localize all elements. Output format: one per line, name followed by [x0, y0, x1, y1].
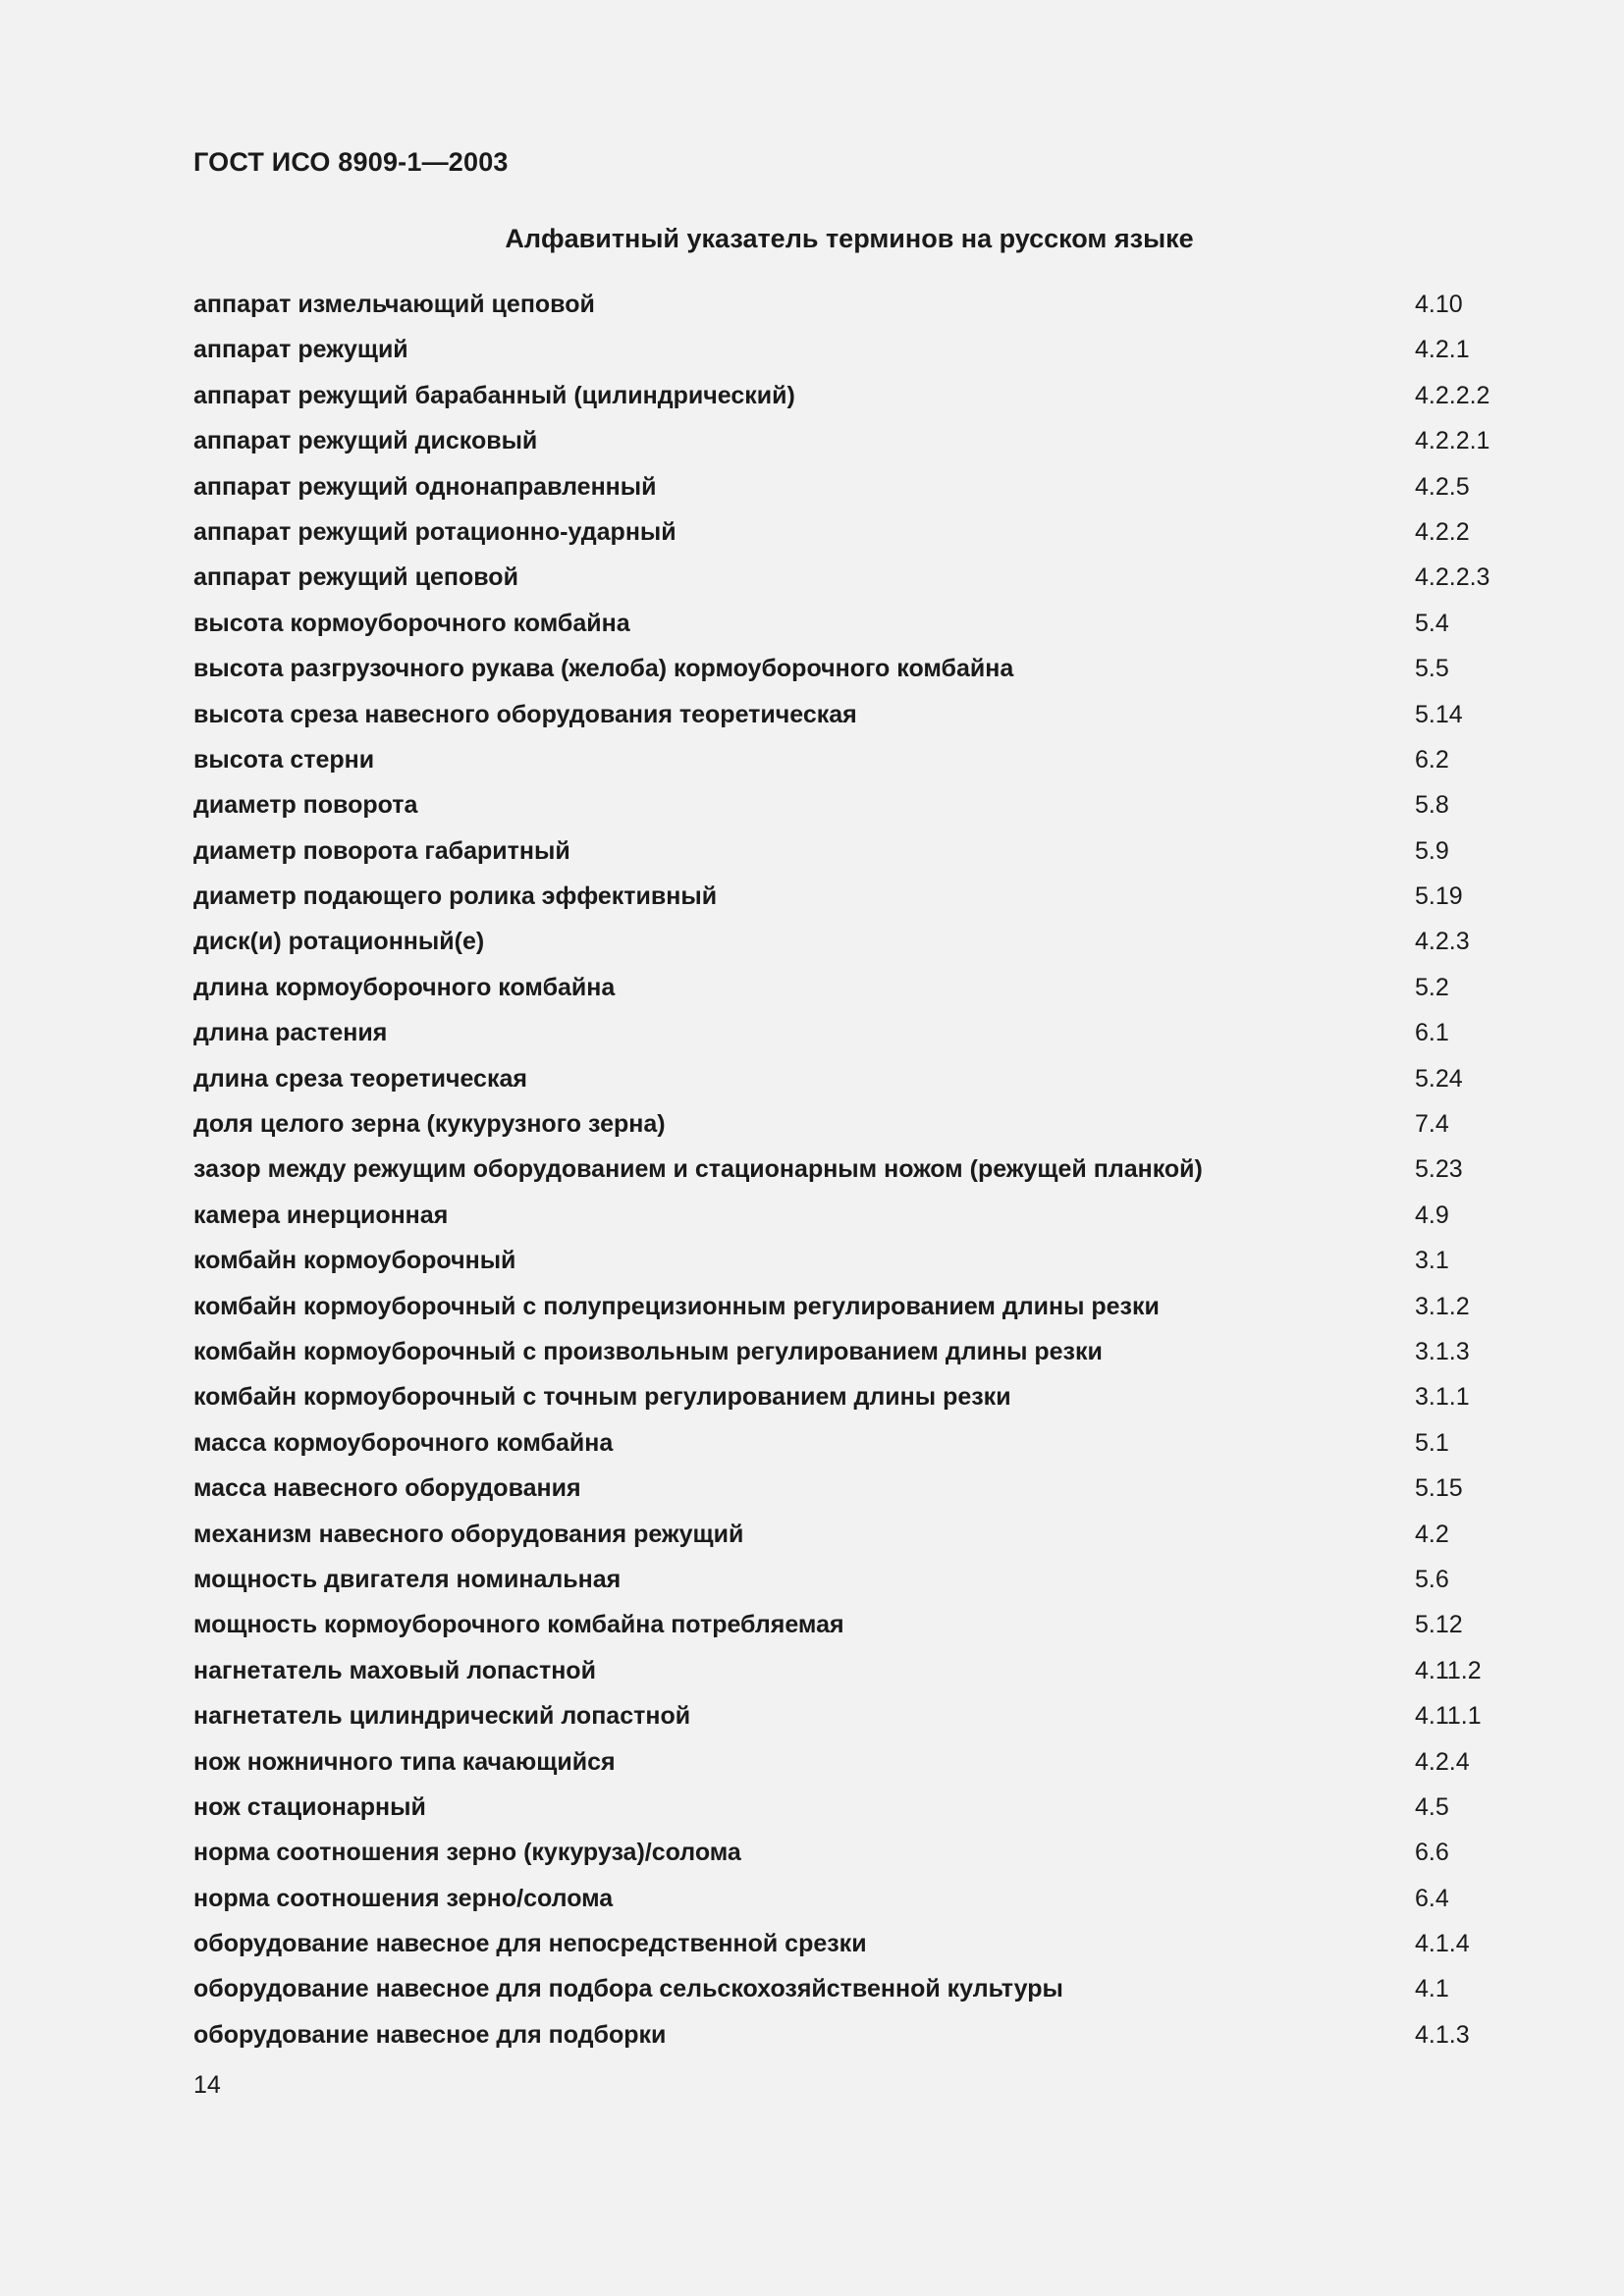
index-entry — [193, 421, 1499, 466]
page-number: 14 — [193, 2071, 221, 2099]
index-term: комбайн кормоуборочный — [193, 1247, 516, 1275]
index-reference: 4.1 — [1415, 1975, 1449, 2003]
index-term: диаметр подающего ролика эффективный — [193, 882, 718, 911]
index-term: аппарат измельчающий цеповой — [193, 291, 595, 318]
index-reference: 5.4 — [1415, 609, 1449, 637]
index-reference: 5.9 — [1415, 836, 1449, 865]
index-term: оборудование навесное для подбора сельскохозяйственной культуры — [193, 1975, 1063, 2003]
index-term: высота разгрузочного рукава (желоба) кормоуборочного комбайна — [193, 655, 1014, 683]
index-entry — [193, 1924, 1499, 1969]
index-term: мощность кормоуборочного комбайна потребляемая — [193, 1611, 844, 1639]
index-entry — [193, 1149, 1499, 1195]
index-entry — [193, 1196, 1499, 1241]
index-entry — [193, 1423, 1499, 1468]
index-term: мощность двигателя номинальная — [193, 1565, 622, 1593]
index-reference: 7.4 — [1415, 1110, 1449, 1139]
index-entry — [193, 740, 1499, 785]
index-reference: 3.1.1 — [1415, 1383, 1470, 1412]
index-term: нагнетатель маховый лопастной — [193, 1656, 596, 1684]
index-entry — [193, 1332, 1499, 1377]
index-reference: 3.1.2 — [1415, 1292, 1470, 1320]
index-entry — [193, 1059, 1499, 1104]
index-reference: 5.14 — [1415, 700, 1463, 728]
index-term: оборудование навесное для подборки — [193, 2020, 667, 2049]
index-reference: 5.24 — [1415, 1064, 1463, 1093]
index-term: доля целого зерна (кукурузного зерна) — [193, 1110, 666, 1139]
index-term: зазор между режущим оборудованием и стационарным ножом (режущей планкой) — [193, 1155, 1203, 1184]
index-reference: 4.11.2 — [1415, 1656, 1482, 1684]
index-term: длина растения — [193, 1019, 388, 1047]
index-term: камера инерционная — [193, 1201, 449, 1229]
index-reference: 3.1.3 — [1415, 1337, 1470, 1365]
index-entry — [193, 1013, 1499, 1058]
index-reference: 5.1 — [1415, 1428, 1449, 1457]
index-term: комбайн кормоуборочный с произвольным регулированием длины резки — [193, 1337, 1103, 1365]
index-term: высота среза навесного оборудования теоретическая — [193, 700, 857, 728]
index-reference: 4.10 — [1415, 291, 1463, 318]
index-entry — [193, 1833, 1499, 1878]
index-entry — [193, 1605, 1499, 1650]
index-entry — [193, 330, 1499, 375]
index-reference: 4.2.4 — [1415, 1747, 1470, 1776]
index-list — [193, 285, 1499, 2060]
index-entry — [193, 1287, 1499, 1332]
index-entry — [193, 285, 1499, 330]
index-term: нож ножничного типа качающийся — [193, 1747, 616, 1776]
index-reference: 4.5 — [1415, 1792, 1449, 1821]
index-reference: 4.1.4 — [1415, 1930, 1470, 1958]
index-reference: 3.1 — [1415, 1247, 1449, 1275]
index-reference: 5.23 — [1415, 1155, 1463, 1184]
index-term: комбайн кормоуборочный с точным регулированием длины резки — [193, 1383, 1011, 1412]
index-reference: 6.2 — [1415, 745, 1449, 774]
index-entry — [193, 785, 1499, 830]
index-term: высота стерни — [193, 745, 375, 774]
index-reference: 4.9 — [1415, 1201, 1449, 1229]
index-entry — [193, 649, 1499, 694]
index-reference: 4.2.2.2 — [1415, 381, 1490, 409]
index-reference: 4.2.2.1 — [1415, 427, 1490, 455]
index-term: длина кормоуборочного комбайна — [193, 973, 616, 1001]
index-reference: 6.4 — [1415, 1884, 1449, 1912]
index-entry — [193, 695, 1499, 740]
index-term: высота кормоуборочного комбайна — [193, 609, 630, 637]
index-reference: 4.2.5 — [1415, 472, 1470, 501]
index-reference: 4.11.1 — [1415, 1702, 1482, 1731]
index-reference: 5.8 — [1415, 791, 1449, 820]
index-entry — [193, 558, 1499, 603]
index-term: длина среза теоретическая — [193, 1064, 527, 1093]
index-entry — [193, 1241, 1499, 1286]
index-reference: 5.12 — [1415, 1611, 1463, 1639]
index-reference: 4.2 — [1415, 1520, 1449, 1548]
index-entry — [193, 831, 1499, 877]
index-term: масса навесного оборудования — [193, 1474, 581, 1503]
index-reference: 5.2 — [1415, 973, 1449, 1001]
index-term: комбайн кормоуборочный с полупрецизионным регулированием длины резки — [193, 1292, 1160, 1320]
index-entry — [193, 1560, 1499, 1605]
index-reference: 6.6 — [1415, 1839, 1449, 1867]
index-entry — [193, 1742, 1499, 1788]
index-reference: 4.2.3 — [1415, 928, 1470, 956]
index-entry — [193, 376, 1499, 421]
index-title: Алфавитный указатель терминов на русском языке — [505, 224, 1194, 253]
index-entry — [193, 968, 1499, 1013]
index-entry — [193, 1377, 1499, 1422]
index-entry — [193, 1969, 1499, 2014]
index-term: нож стационарный — [193, 1792, 426, 1821]
index-term: диск(и) ротационный(е) — [193, 928, 485, 956]
index-reference: 4.1.3 — [1415, 2020, 1470, 2049]
index-entry — [193, 1515, 1499, 1560]
index-term: норма соотношения зерно/солома — [193, 1884, 614, 1912]
index-term: аппарат режущий однонаправленный — [193, 472, 657, 501]
index-reference: 6.1 — [1415, 1019, 1449, 1047]
index-entry — [193, 2015, 1499, 2060]
index-reference: 4.2.1 — [1415, 336, 1470, 364]
index-entry — [193, 1788, 1499, 1833]
index-entry — [193, 512, 1499, 558]
index-term: диаметр поворота габаритный — [193, 836, 570, 865]
index-entry — [193, 604, 1499, 649]
index-entry — [193, 1104, 1499, 1149]
index-term: диаметр поворота — [193, 791, 418, 820]
index-entry — [193, 1468, 1499, 1514]
index-entry — [193, 467, 1499, 512]
index-term: оборудование навесное для непосредственной срезки — [193, 1930, 867, 1958]
document-header: ГОСТ ИСО 8909-1—2003 — [193, 147, 509, 177]
index-reference: 4.2.2.3 — [1415, 563, 1490, 592]
index-entry — [193, 1879, 1499, 1924]
index-reference: 5.5 — [1415, 655, 1449, 683]
index-reference: 4.2.2 — [1415, 517, 1470, 546]
index-term: аппарат режущий дисковый — [193, 427, 538, 455]
index-term: аппарат режущий цеповой — [193, 563, 518, 592]
index-reference: 5.6 — [1415, 1565, 1449, 1593]
index-entry — [193, 1696, 1499, 1741]
index-term: механизм навесного оборудования режущий — [193, 1520, 744, 1548]
index-term: аппарат режущий — [193, 336, 408, 364]
index-reference: 5.19 — [1415, 882, 1463, 911]
index-entry — [193, 877, 1499, 922]
index-term: аппарат режущий ротационно-ударный — [193, 517, 677, 546]
index-term: аппарат режущий барабанный (цилиндрический) — [193, 381, 795, 409]
index-reference: 5.15 — [1415, 1474, 1463, 1503]
index-term: нагнетатель цилиндрический лопастной — [193, 1702, 691, 1731]
index-entry — [193, 922, 1499, 967]
index-term: масса кормоуборочного комбайна — [193, 1428, 614, 1457]
index-entry — [193, 1651, 1499, 1696]
index-term: норма соотношения зерно (кукуруза)/солома — [193, 1839, 741, 1867]
